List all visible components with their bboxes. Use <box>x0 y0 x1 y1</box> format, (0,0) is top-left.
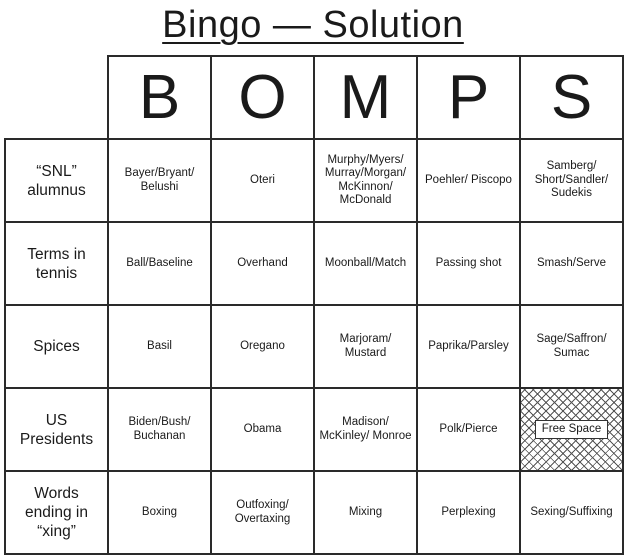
grid-cell: Oregano <box>210 304 313 387</box>
free-space-cell <box>519 387 622 470</box>
header-b: B <box>107 55 210 138</box>
free-space-label: Free Space <box>535 420 608 440</box>
grid-cell: Paprika/Parsley <box>416 304 519 387</box>
grid-cell: Overhand <box>210 221 313 304</box>
grid-cell: Bayer/Bryant/ Belushi <box>107 138 210 221</box>
grid-cell: Marjoram/ Mustard <box>313 304 416 387</box>
grid-cell: Smash/Serve <box>519 221 622 304</box>
grid-cell: Obama <box>210 387 313 470</box>
grid-cell: Perplexing <box>416 470 519 553</box>
grid-cell: Mixing <box>313 470 416 553</box>
header-o: O <box>210 55 313 138</box>
row-label-tennis: Terms in tennis <box>4 221 107 304</box>
grid-cell: Poehler/ Piscopo <box>416 138 519 221</box>
header-m: M <box>313 55 416 138</box>
title-text: Bingo — Solution <box>162 4 464 46</box>
grid-cell: Polk/Pierce <box>416 387 519 470</box>
grid-cell: Moonball/Match <box>313 221 416 304</box>
grid-cell: Madison/ McKinley/ Monroe <box>313 387 416 470</box>
row-label-snl: “SNL” alumnus <box>4 138 107 221</box>
row-label-xing: Words ending in “xing” <box>4 470 107 553</box>
grid-cell: Oteri <box>210 138 313 221</box>
grid-cell: Sage/Saffron/ Sumac <box>519 304 622 387</box>
grid-cell: Samberg/ Short/Sandler/ Sudekis <box>519 138 622 221</box>
grid-cell: Boxing <box>107 470 210 553</box>
grid-cell: Passing shot <box>416 221 519 304</box>
page-title <box>0 0 626 52</box>
grid-cell: Ball/Baseline <box>107 221 210 304</box>
row-label-spices: Spices <box>4 304 107 387</box>
corner-cell <box>4 55 107 138</box>
grid-cell: Murphy/Myers/ Murray/Morgan/ McKinnon/ McDonald <box>313 138 416 221</box>
grid-cell: Biden/Bush/ Buchanan <box>107 387 210 470</box>
header-s: S <box>519 55 622 138</box>
grid-cell: Sexing/Suffixing <box>519 470 622 553</box>
grid-cell: Outfoxing/ Overtaxing <box>210 470 313 553</box>
header-p: P <box>416 55 519 138</box>
grid-cell: Basil <box>107 304 210 387</box>
row-label-presidents: US Presidents <box>4 387 107 470</box>
bingo-grid <box>4 55 624 555</box>
